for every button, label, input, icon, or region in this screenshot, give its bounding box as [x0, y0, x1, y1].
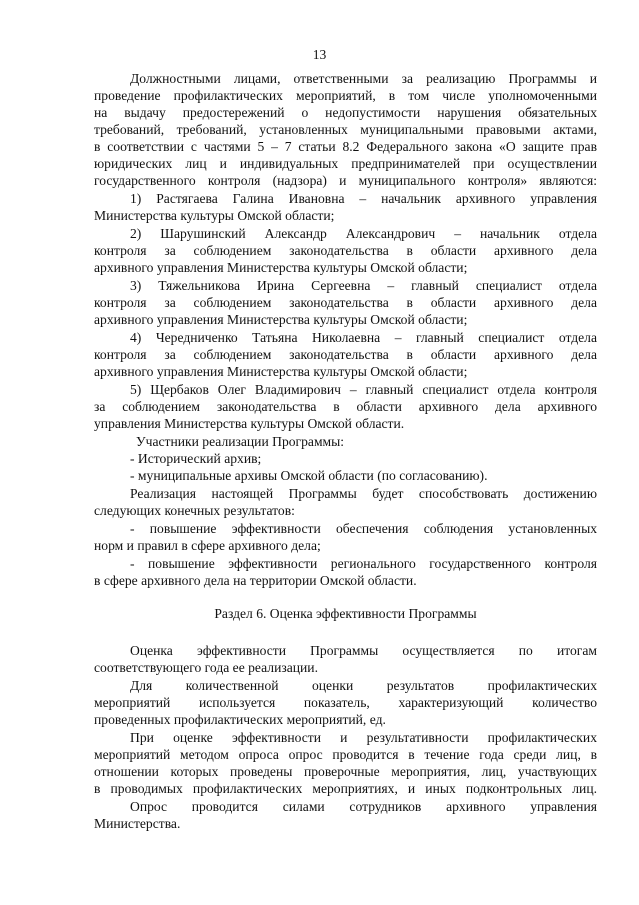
text-line: контроля за соблюдением законодательства в области архивного дела — [94, 243, 597, 258]
text-line: Участники реализации Программы: — [136, 434, 345, 449]
page-number: 13 — [312, 47, 327, 62]
text-line: следующих конечных результатов: — [94, 503, 295, 518]
text-line: в проводимых профилактических мероприятиях, и иных подконтрольных лиц. — [94, 781, 597, 796]
text-line: юридических лиц и индивидуальных предпринимателей при осуществлении — [94, 156, 597, 171]
text-line: за соблюдением законодательства в области архивного дела архивного — [94, 399, 597, 414]
text-line: 3) Тяжельникова Ирина Сергеевна – главный специалист отдела — [130, 278, 597, 293]
text-line: архивного управления Министерства культуры Омской области; — [94, 260, 468, 275]
text-line: 2) Шарушинский Александр Александрович – начальник отдела — [130, 226, 597, 241]
text-line: - повышение эффективности обеспечения соблюдения установленных — [130, 521, 597, 536]
text-line: государственного контроля (надзора) и муниципального контроля» являются: — [94, 173, 597, 188]
text-line: - повышение эффективности регионального государственного контроля — [130, 556, 597, 571]
text-line: архивного управления Министерства культуры Омской области; — [94, 312, 468, 327]
text-line: проведенных профилактических мероприятий, ед. — [94, 712, 386, 727]
text-line: Реализация настоящей Программы будет способствовать достижению — [130, 486, 597, 501]
text-line: 1) Растягаева Галина Ивановна – начальник архивного управления — [130, 191, 597, 206]
text-line: 4) Чередниченко Татьяна Николаевна – главный специалист отдела — [130, 330, 597, 345]
text-line: соответствующего года ее реализации. — [94, 660, 318, 675]
text-line: - Исторический архив; — [130, 451, 262, 466]
text-line: Должностными лицами, ответственными за реализацию Программы и — [130, 71, 597, 86]
text-line: на выдачу предостережений о недопустимости нарушения обязательных — [94, 105, 597, 120]
section-heading: Раздел 6. Оценка эффективности Программы — [214, 606, 477, 621]
text-line: 5) Щербаков Олег Владимирович – главный специалист отдела контроля — [130, 382, 597, 397]
text-line: контроля за соблюдением законодательства в области архивного дела — [94, 295, 597, 310]
text-line: отношении которых проведены проверочные мероприятия, лиц, участвующих — [94, 764, 597, 779]
text-line: норм и правил в сфере архивного дела; — [94, 538, 321, 553]
text-line: Опрос проводится силами сотрудников архивного управления — [130, 799, 597, 814]
text-line: в сфере архивного дела на территории Омской области. — [94, 573, 417, 588]
text-line: Оценка эффективности Программы осуществляется по итогам — [130, 643, 597, 658]
text-line: - муниципальные архивы Омской области (по согласованию). — [130, 468, 488, 483]
text-line: мероприятий методом опроса опрос проводится в течение года среди лиц, в — [94, 747, 597, 762]
text-line: При оценке эффективности и результативности профилактических — [130, 730, 597, 745]
text-line: Министерства культуры Омской области; — [94, 208, 335, 223]
text-line: Министерства. — [94, 816, 181, 831]
text-line: контроля за соблюдением законодательства в области архивного дела — [94, 347, 597, 362]
text-line: в соответствии с частями 5 – 7 статьи 8.2 Федерального закона «О защите прав — [94, 139, 597, 154]
text-line: мероприятий используется показатель, характеризующий количество — [94, 695, 597, 710]
text-line: Для количественной оценки результатов профилактических — [130, 678, 597, 693]
text-line: требований, требований, установленных муниципальными правовыми актами, — [94, 122, 597, 137]
text-line: проведение профилактических мероприятий, в том числе уполномоченными — [94, 88, 597, 103]
text-line: архивного управления Министерства культуры Омской области; — [94, 364, 468, 379]
text-line: управления Министерства культуры Омской области. — [94, 416, 405, 431]
